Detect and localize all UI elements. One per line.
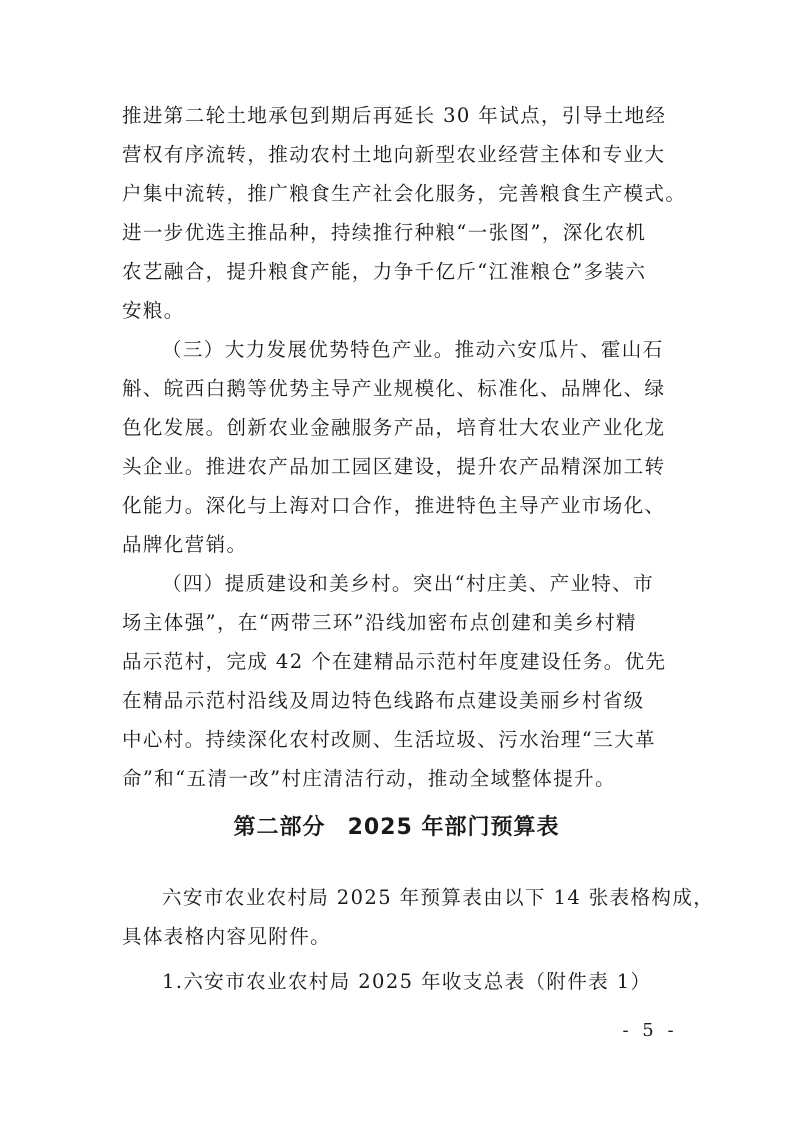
paragraph-line: 色化发展。创新农业金融服务产品，培育壮大农业产业化龙 [122,416,666,439]
paragraph-line: 推进第二轮土地承包到期后再延长 30 年试点，引导土地经 [122,104,667,127]
paragraph-line: 命”和“五清一改”村庄清洁行动，推动全域整体提升。 [122,767,616,790]
paragraph-line: （三）大力发展优势特色产业。推动六安瓜片、霍山石 [162,338,664,361]
list-item-text: 1.六安市农业农村局 2025 年收支总表（附件表 1） [162,970,652,993]
paragraph-line: 品示范村，完成 42 个在建精品示范村年度建设任务。优先 [122,650,667,673]
section-part-label: 第二部分 [233,815,326,840]
paragraph-line: 场主体强”，在“两带三环”沿线加密布点创建和美乡村精 [122,611,637,634]
paragraph-line: 进一步优选主推品种，持续推行种粮“一张图”，深化农机 [122,221,647,244]
paragraph-beautiful-villages [122,564,682,798]
paragraph-line: 安粮。 [122,299,185,322]
paragraph-grain-production [122,96,687,330]
paragraph-line: 头企业。推进农产品加工园区建设，提升农产品精深加工转 [122,455,666,478]
paragraph-line: 在精品示范村沿线及周边特色线路布点建设美丽乡村省级 [122,689,645,712]
paragraph-line: 斛、皖西白鹅等优势主导产业规模化、标准化、品牌化、绿 [122,377,666,400]
paragraph-line: 农艺融合，提升粮食产能，力争千亿斤“江淮粮仓”多装六 [122,260,647,283]
page-number: - 5 - [622,1020,678,1041]
section-heading [0,810,793,841]
paragraph-budget-intro [122,878,715,956]
paragraph-line: 营权有序流转，推动农村土地向新型农业经营主体和专业大 [122,143,666,166]
paragraph-specialty-industries [122,330,682,564]
paragraph-line: 户集中流转，推广粮食生产社会化服务，完善粮食生产模式。 [122,182,687,205]
paragraph-line: （四）提质建设和美乡村。突出“村庄美、产业特、市 [162,572,655,595]
paragraph-line: 中心村。持续深化农村改厕、生活垃圾、污水治理“三大革 [122,728,656,751]
paragraph-line: 具体表格内容见附件。 [122,925,332,948]
paragraph-line: 化能力。深化与上海对口合作，推进特色主导产业市场化、 [122,494,666,517]
paragraph-line: 六安市农业农村局 2025 年预算表由以下 14 张表格构成， [162,886,715,909]
paragraph-line: 品牌化营销。 [122,533,248,556]
budget-table-list-item [122,962,682,1001]
section-title-text: 2025 年部门预算表 [347,815,560,840]
